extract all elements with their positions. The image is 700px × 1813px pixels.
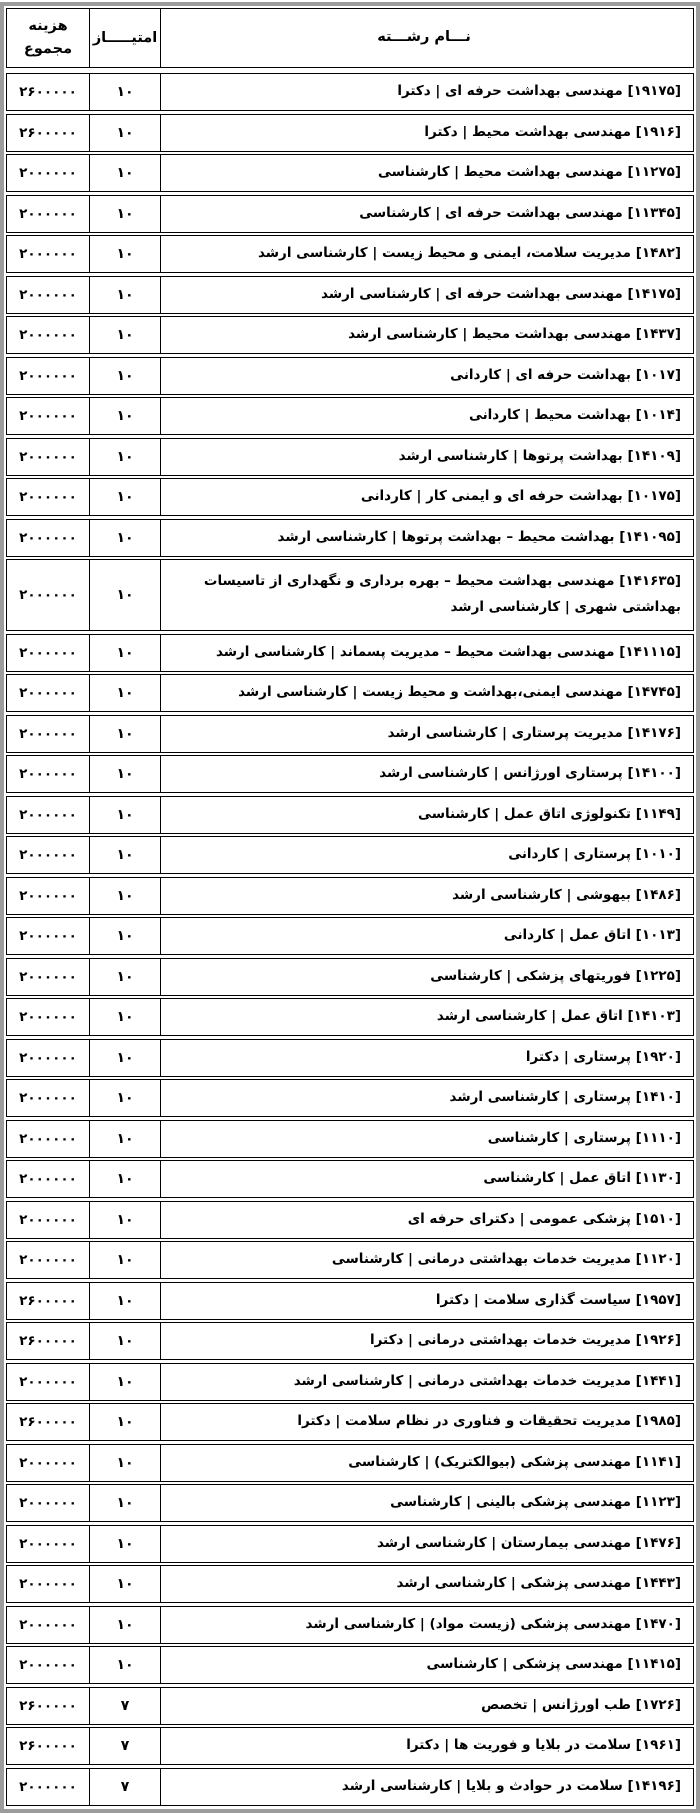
cost-cell: ۲۰۰۰۰۰۰ — [19, 165, 77, 181]
cost-cell: ۲۰۰۰۰۰۰ — [19, 1778, 77, 1795]
field-name-cell: [۱۹۸۵] مدیریت تحقیقات و فناوری در نظام سلامت | دکترا — [160, 1404, 693, 1440]
cost-cell: ۲۶۰۰۰۰۰ — [19, 1414, 77, 1430]
table-row — [6, 1768, 694, 1806]
cost-cell: ۲۰۰۰۰۰۰ — [19, 1495, 77, 1511]
cost-cell: ۲۶۰۰۰۰۰ — [19, 1697, 77, 1714]
score-cell: ۱۰ — [89, 1445, 160, 1481]
table-row — [6, 276, 694, 314]
score-cell: ۱۰ — [89, 918, 160, 954]
score-cell: ۱۰ — [89, 236, 160, 272]
cost-cell: ۲۰۰۰۰۰۰ — [19, 205, 77, 222]
field-name-cell: [۱۰۱۰] پرستاری | کاردانی — [160, 837, 693, 873]
table-row — [6, 634, 694, 672]
score-cell: ۱۰ — [89, 277, 160, 313]
cost-cell: ۲۰۰۰۰۰۰ — [19, 1171, 77, 1187]
score-cell: ۱۰ — [89, 797, 160, 833]
cost-cell: ۲۰۰۰۰۰۰ — [19, 1616, 77, 1633]
table-row — [6, 1727, 694, 1765]
score-cell: ۱۰ — [89, 635, 160, 671]
table-row — [6, 1606, 694, 1644]
score-cell: ۱۰ — [89, 837, 160, 873]
table-row — [6, 674, 694, 712]
header-cost — [7, 9, 89, 67]
field-name-cell: [۱۹۶۱] سلامت در بلایا و فوریت ها | دکترا — [160, 1728, 693, 1764]
field-name-cell: [۱۴۱۶۳۵] مهندسی بهداشت محیط – بهره برداری و نگهداری از تاسیسات بهداشتی شهری | کارشناسی ارشد — [160, 560, 693, 630]
cost-cell: ۲۶۰۰۰۰۰ — [19, 1333, 77, 1349]
score-cell: ۱۰ — [89, 196, 160, 232]
cost-cell: ۲۰۰۰۰۰۰ — [19, 1009, 77, 1025]
table-row — [6, 195, 694, 233]
field-name-cell: [۱۱۴۱۵] مهندسی پزشکی | کارشناسی — [160, 1647, 693, 1683]
table-row — [6, 1363, 694, 1401]
field-name-cell: [۱۴۳۷] مهندسی بهداشت محیط | کارشناسی ارشد — [160, 317, 693, 353]
table-row — [6, 715, 694, 753]
table-row — [6, 1646, 694, 1684]
field-name-cell: [۱۴۴۱] مدیریت خدمات بهداشتی درمانی | کارشناسی ارشد — [160, 1364, 693, 1400]
score-cell: ۱۰ — [89, 398, 160, 434]
cost-cell: ۲۰۰۰۰۰۰ — [19, 408, 77, 424]
table-row — [6, 1201, 694, 1239]
score-cell: ۱۰ — [89, 115, 160, 151]
cost-cell: ۲۰۰۰۰۰۰ — [19, 806, 77, 823]
field-name-cell: [۱۲۲۵] فوریتهای پزشکی | کارشناسی — [160, 959, 693, 995]
cost-cell: ۲۰۰۰۰۰۰ — [19, 1090, 77, 1106]
results-table — [0, 2, 700, 1813]
cost-cell: ۲۰۰۰۰۰۰ — [19, 1535, 77, 1552]
table-row — [6, 1282, 694, 1320]
score-cell: ۱۰ — [89, 560, 160, 630]
table-row — [6, 998, 694, 1036]
table-row — [6, 836, 694, 874]
table-row — [6, 796, 694, 834]
field-name-cell: [۱۴۱۰۹] بهداشت پرتوها | کارشناسی ارشد — [160, 439, 693, 475]
table-row — [6, 519, 694, 557]
table-row — [6, 114, 694, 152]
cost-cell: ۲۰۰۰۰۰۰ — [19, 1657, 77, 1673]
field-name-cell: [۱۵۱۰] پزشکی عمومی | دکترای حرفه ای — [160, 1202, 693, 1238]
cost-cell: ۲۰۰۰۰۰۰ — [19, 286, 77, 303]
cost-cell: ۲۰۰۰۰۰۰ — [19, 1373, 77, 1390]
field-name-cell: [۱۰۱۷۵] بهداشت حرفه ای و ایمنی کار | کاردانی — [160, 479, 693, 515]
field-name-cell: [۱۰۱۳] اتاق عمل | کاردانی — [160, 918, 693, 954]
score-cell: ۱۰ — [89, 74, 160, 110]
header-cost-line1: هزینه — [28, 17, 68, 34]
table-header-row — [6, 8, 694, 68]
field-name-cell: [۱۴۱۷۶] مدیریت پرستاری | کارشناسی ارشد — [160, 716, 693, 752]
cost-cell: ۲۰۰۰۰۰۰ — [19, 1130, 77, 1147]
field-name-cell: [۱۴۱۰۳] اتاق عمل | کارشناسی ارشد — [160, 999, 693, 1035]
cost-cell: ۲۰۰۰۰۰۰ — [19, 587, 77, 603]
field-name-cell: [۱۹۲۶] مدیریت خدمات بهداشتی درمانی | دکترا — [160, 1323, 693, 1359]
score-cell: ۱۰ — [89, 1566, 160, 1602]
field-name-cell: [۱۴۸۲] مدیریت سلامت، ایمنی و محیط زیست | کارشناسی ارشد — [160, 236, 693, 272]
field-name-cell: [۱۴۱۷۵] مهندسی بهداشت حرفه ای | کارشناسی ارشد — [160, 277, 693, 313]
header-score: امتیـــــاز — [89, 9, 160, 67]
score-cell: ۱۰ — [89, 520, 160, 556]
table-body — [6, 73, 694, 1806]
cost-cell: ۲۰۰۰۰۰۰ — [19, 1454, 77, 1471]
table-row — [6, 1241, 694, 1279]
field-name-cell: [۱۴۷۰] مهندسی پزشکی (زیست مواد) | کارشناسی ارشد — [160, 1607, 693, 1643]
field-name-cell: [۱۷۲۶] طب اورژانس | تخصص — [160, 1688, 693, 1724]
field-name-cell: [۱۱۳۰] اتاق عمل | کارشناسی — [160, 1161, 693, 1197]
score-cell: ۱۰ — [89, 756, 160, 792]
table-row — [6, 438, 694, 476]
cost-cell: ۲۰۰۰۰۰۰ — [19, 246, 77, 262]
table-row — [6, 478, 694, 516]
cost-cell: ۲۰۰۰۰۰۰ — [19, 928, 77, 944]
cost-cell: ۲۰۰۰۰۰۰ — [19, 766, 77, 782]
field-name-cell: [۱۱۲۰] مدیریت خدمات بهداشتی درمانی | کارشناسی — [160, 1242, 693, 1278]
score-cell: ۱۰ — [89, 1526, 160, 1562]
score-cell: ۱۰ — [89, 959, 160, 995]
table-row — [6, 1403, 694, 1441]
score-cell: ۱۰ — [89, 1242, 160, 1278]
table-row — [6, 1160, 694, 1198]
table-row — [6, 1120, 694, 1158]
field-name-cell: [۱۴۷۴۵] مهندسی ایمنی،بهداشت و محیط زیست | کارشناسی ارشد — [160, 675, 693, 711]
field-name-cell: [۱۹۱۶] مهندسی بهداشت محیط | دکترا — [160, 115, 693, 151]
table-row — [6, 154, 694, 192]
score-cell: ۱۰ — [89, 479, 160, 515]
cost-cell: ۲۰۰۰۰۰۰ — [19, 448, 77, 465]
score-cell: ۱۰ — [89, 1647, 160, 1683]
score-cell: ۱۰ — [89, 1364, 160, 1400]
table-row — [6, 1525, 694, 1563]
cost-cell: ۲۰۰۰۰۰۰ — [19, 1049, 77, 1066]
cost-cell: ۲۶۰۰۰۰۰ — [19, 124, 77, 141]
field-name-cell: [۱۴۸۶] بیهوشی | کارشناسی ارشد — [160, 878, 693, 914]
score-cell: ۷ — [89, 1769, 160, 1805]
score-cell: ۱۰ — [89, 1040, 160, 1076]
score-cell: ۷ — [89, 1688, 160, 1724]
field-name-cell: [۱۹۵۷] سیاست گذاری سلامت | دکترا — [160, 1283, 693, 1319]
cost-cell: ۲۰۰۰۰۰۰ — [19, 644, 77, 661]
field-name-cell: [۱۴۱۰] پرستاری | کارشناسی ارشد — [160, 1080, 693, 1116]
score-cell: ۱۰ — [89, 1202, 160, 1238]
field-name-cell: [۱۹۱۷۵] مهندسی بهداشت حرفه ای | دکترا — [160, 74, 693, 110]
score-cell: ۱۰ — [89, 1404, 160, 1440]
table-row — [6, 1687, 694, 1725]
field-name-cell: [۱۴۱۹۶] سلامت در حوادث و بلایا | کارشناسی ارشد — [160, 1769, 693, 1805]
cost-cell: ۲۰۰۰۰۰۰ — [19, 847, 77, 863]
table-row — [6, 357, 694, 395]
score-cell: ۱۰ — [89, 1485, 160, 1521]
field-name-cell: [۱۹۲۰] پرستاری | دکترا — [160, 1040, 693, 1076]
table-row — [6, 755, 694, 793]
header-field-name: نـــام رشـــته — [160, 9, 693, 67]
score-cell: ۱۰ — [89, 439, 160, 475]
field-name-cell: [۱۱۲۳] مهندسی پزشکی بالینی | کارشناسی — [160, 1485, 693, 1521]
score-cell: ۱۰ — [89, 716, 160, 752]
cost-cell: ۲۰۰۰۰۰۰ — [19, 887, 77, 904]
field-name-cell: [۱۴۷۶] مهندسی بیمارستان | کارشناسی ارشد — [160, 1526, 693, 1562]
field-name-cell: [۱۴۱۰۰] پرستاری اورژانس | کارشناسی ارشد — [160, 756, 693, 792]
cost-cell: ۲۰۰۰۰۰۰ — [19, 1211, 77, 1228]
table-row — [6, 917, 694, 955]
field-name-cell: [۱۱۱۰] پرستاری | کارشناسی — [160, 1121, 693, 1157]
score-cell: ۱۰ — [89, 1121, 160, 1157]
cost-cell: ۲۰۰۰۰۰۰ — [19, 725, 77, 742]
score-cell: ۱۰ — [89, 1283, 160, 1319]
score-cell: ۱۰ — [89, 155, 160, 191]
cost-cell: ۲۶۰۰۰۰۰ — [19, 1292, 77, 1309]
field-name-cell: [۱۰۱۷] بهداشت حرفه ای | کاردانی — [160, 358, 693, 394]
score-cell: ۱۰ — [89, 358, 160, 394]
score-cell: ۱۰ — [89, 675, 160, 711]
table-row — [6, 1322, 694, 1360]
cost-cell: ۲۰۰۰۰۰۰ — [19, 1252, 77, 1268]
cost-cell: ۲۰۰۰۰۰۰ — [19, 367, 77, 384]
table-row — [6, 1444, 694, 1482]
field-name-cell: [۱۱۴۹] تکنولوژی اتاق عمل | کارشناسی — [160, 797, 693, 833]
field-name-cell: [۱۰۱۴] بهداشت محیط | کاردانی — [160, 398, 693, 434]
table-row — [6, 559, 694, 631]
table-row — [6, 235, 694, 273]
score-cell: ۱۰ — [89, 1080, 160, 1116]
score-cell: ۱۰ — [89, 317, 160, 353]
table-row — [6, 1079, 694, 1117]
table-row — [6, 1484, 694, 1522]
cost-cell: ۲۶۰۰۰۰۰ — [19, 1738, 77, 1754]
field-name-cell: [۱۱۳۴۵] مهندسی بهداشت حرفه ای | کارشناسی — [160, 196, 693, 232]
cost-cell: ۲۰۰۰۰۰۰ — [19, 685, 77, 701]
cost-cell: ۲۰۰۰۰۰۰ — [19, 529, 77, 546]
score-cell: ۱۰ — [89, 1161, 160, 1197]
table-row — [6, 1039, 694, 1077]
cost-cell: ۲۰۰۰۰۰۰ — [19, 1576, 77, 1592]
table-row — [6, 877, 694, 915]
cost-cell: ۲۶۰۰۰۰۰ — [19, 84, 77, 100]
score-cell: ۱۰ — [89, 1323, 160, 1359]
score-cell: ۷ — [89, 1728, 160, 1764]
field-name-cell: [۱۴۴۳] مهندسی پزشکی | کارشناسی ارشد — [160, 1566, 693, 1602]
table-row — [6, 397, 694, 435]
score-cell: ۱۰ — [89, 878, 160, 914]
cost-cell: ۲۰۰۰۰۰۰ — [19, 327, 77, 343]
field-name-cell: [۱۱۴۱] مهندسی پزشکی (بیوالکتریک) | کارشناسی — [160, 1445, 693, 1481]
table-row — [6, 958, 694, 996]
field-name-cell: [۱۱۲۷۵] مهندسی بهداشت محیط | کارشناسی — [160, 155, 693, 191]
header-cost-line2: مجموع — [23, 41, 73, 57]
score-cell: ۱۰ — [89, 999, 160, 1035]
table-row — [6, 316, 694, 354]
cost-cell: ۲۰۰۰۰۰۰ — [19, 968, 77, 985]
table-row — [6, 1565, 694, 1603]
table-row — [6, 73, 694, 111]
score-cell: ۱۰ — [89, 1607, 160, 1643]
field-name-cell: [۱۴۱۱۱۵] مهندسی بهداشت محیط – مدیریت پسماند | کارشناسی ارشد — [160, 635, 693, 671]
cost-cell: ۲۰۰۰۰۰۰ — [19, 489, 77, 505]
field-name-cell: [۱۴۱۰۹۵] بهداشت محیط – بهداشت پرتوها | کارشناسی ارشد — [160, 520, 693, 556]
